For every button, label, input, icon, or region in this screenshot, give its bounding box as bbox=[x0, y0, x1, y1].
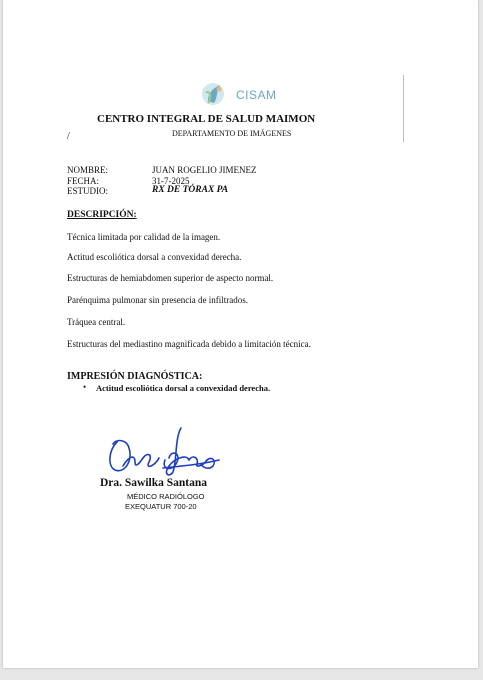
handwritten-signature bbox=[103, 420, 223, 480]
doctor-role: MÉDICO RADIÓLOGO bbox=[127, 492, 205, 501]
study-label: ESTUDIO: bbox=[67, 186, 108, 196]
description-line: Estructuras del mediastino magnificada debido a limitación técnica. bbox=[67, 339, 311, 349]
impression-item: Actitud escoliótica dorsal a convexidad derecha. bbox=[96, 383, 271, 393]
description-line: Técnica limitada por calidad de la imagen. bbox=[67, 232, 221, 242]
stray-mark: / bbox=[67, 131, 70, 142]
impression-heading: IMPRESIÓN DIAGNÓSTICA: bbox=[67, 371, 203, 382]
logo-text: CISAM bbox=[236, 88, 277, 102]
name-value: JUAN ROGELIO JIMENEZ bbox=[152, 165, 257, 175]
description-line: Parénquima pulmonar sin presencia de infiltrados. bbox=[67, 295, 248, 305]
name-label: NOMBRE: bbox=[67, 165, 109, 175]
description-heading: DESCRIPCIÓN: bbox=[67, 210, 137, 220]
study-value: RX DE TÓRAX PA bbox=[152, 185, 229, 195]
description-line: Actitud escoliótica dorsal a convexidad derecha. bbox=[67, 252, 242, 262]
margin-line bbox=[403, 75, 404, 142]
description-line: Estructuras de hemiabdomen superior de aspecto normal. bbox=[67, 273, 274, 283]
date-label: FECHA: bbox=[67, 176, 100, 186]
doctor-exequatur: EXEQUATUR 700-20 bbox=[125, 502, 197, 511]
document-page bbox=[3, 0, 478, 668]
bullet-icon: • bbox=[83, 382, 87, 392]
institution-title: CENTRO INTEGRAL DE SALUD MAIMON bbox=[97, 113, 316, 125]
description-line: Tráquea central. bbox=[67, 317, 126, 327]
doctor-name: Dra. Sawilka Santana bbox=[100, 477, 208, 489]
date-value: 31-7-2025 bbox=[152, 176, 190, 186]
department-title: DEPARTAMENTO DE IMÁGENES bbox=[172, 129, 292, 138]
